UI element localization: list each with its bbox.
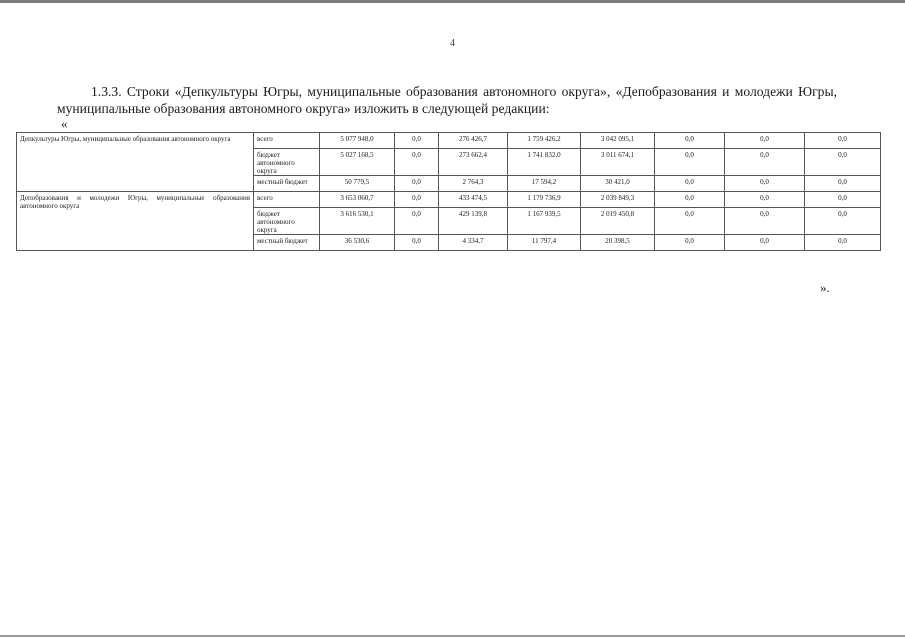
- amount-cell: 429 139,8: [439, 208, 508, 235]
- amount-cell: 3 653 060,7: [320, 192, 395, 208]
- amount-cell: 0,0: [805, 235, 881, 251]
- amount-cell: 1 741 832,0: [508, 149, 581, 176]
- table-body: [17, 133, 881, 251]
- amount-cell: 0,0: [655, 133, 725, 149]
- amount-cell: 30 421,0: [581, 176, 655, 192]
- amount-cell: 433 474,5: [439, 192, 508, 208]
- amount-cell: 276 426,7: [439, 133, 508, 149]
- amount-cell: 0,0: [805, 208, 881, 235]
- amount-cell: 0,0: [725, 149, 805, 176]
- amount-cell: 0,0: [655, 176, 725, 192]
- amount-cell: 0,0: [725, 176, 805, 192]
- amount-cell: 0,0: [395, 176, 439, 192]
- amount-cell: 1 179 736,9: [508, 192, 581, 208]
- amount-cell: 3 011 674,1: [581, 149, 655, 176]
- amount-cell: 5 027 168,5: [320, 149, 395, 176]
- amount-cell: 0,0: [655, 208, 725, 235]
- page-number: 4: [450, 38, 455, 49]
- amount-cell: 0,0: [395, 133, 439, 149]
- amount-cell: 1 167 939,5: [508, 208, 581, 235]
- funding-source-cell: местный бюджет: [254, 176, 320, 192]
- amount-cell: 4 334,7: [439, 235, 508, 251]
- amount-cell: 2 764,3: [439, 176, 508, 192]
- funding-source-cell: бюджет автономного округа: [254, 149, 320, 176]
- amount-cell: 5 077 948,0: [320, 133, 395, 149]
- funding-source-cell: местный бюджет: [254, 235, 320, 251]
- funding-source-cell: всего: [254, 133, 320, 149]
- amount-cell: 0,0: [725, 208, 805, 235]
- amount-cell: 0,0: [395, 192, 439, 208]
- table-row: [17, 133, 881, 149]
- amount-cell: 3 616 530,1: [320, 208, 395, 235]
- budget-table: [16, 132, 881, 251]
- amount-cell: 0,0: [655, 235, 725, 251]
- amount-cell: 0,0: [805, 149, 881, 176]
- amount-cell: 273 662,4: [439, 149, 508, 176]
- amount-cell: 50 779,5: [320, 176, 395, 192]
- amount-cell: 11 797,4: [508, 235, 581, 251]
- opening-quote: «: [61, 116, 68, 131]
- amount-cell: 0,0: [655, 149, 725, 176]
- amount-cell: 2 039 849,3: [581, 192, 655, 208]
- amount-cell: 0,0: [725, 235, 805, 251]
- amount-cell: 0,0: [395, 208, 439, 235]
- amount-cell: 1 759 426,2: [508, 133, 581, 149]
- funding-source-cell: всего: [254, 192, 320, 208]
- scan-bottom-edge: [0, 635, 905, 637]
- org-name-cell: Депкультуры Югры, муниципальные образования автономного округа: [17, 133, 254, 192]
- amount-cell: 2 019 450,8: [581, 208, 655, 235]
- amendment-paragraph: 1.3.3. Строки «Депкультуры Югры, муниципальные образования автономного округа», «Депобразования и молодежи Югры, муниципальные образования автономного округа» изложить в следующей редакции:: [57, 84, 837, 116]
- amount-cell: 0,0: [655, 192, 725, 208]
- closing-quote: ».: [820, 280, 830, 295]
- amount-cell: 3 042 095,1: [581, 133, 655, 149]
- org-name-cell: Депобразования и молодежи Югры, муниципальные образования автономного округа: [17, 192, 254, 251]
- funding-source-cell: бюджет автономного округа: [254, 208, 320, 235]
- amount-cell: 0,0: [805, 133, 881, 149]
- amount-cell: 0,0: [725, 192, 805, 208]
- scan-top-edge: [0, 0, 905, 3]
- amount-cell: 20 398,5: [581, 235, 655, 251]
- amount-cell: 0,0: [805, 176, 881, 192]
- amount-cell: 0,0: [805, 192, 881, 208]
- amount-cell: 0,0: [395, 235, 439, 251]
- amount-cell: 17 594,2: [508, 176, 581, 192]
- amount-cell: 0,0: [395, 149, 439, 176]
- table-row: [17, 192, 881, 208]
- amount-cell: 36 530,6: [320, 235, 395, 251]
- amount-cell: 0,0: [725, 133, 805, 149]
